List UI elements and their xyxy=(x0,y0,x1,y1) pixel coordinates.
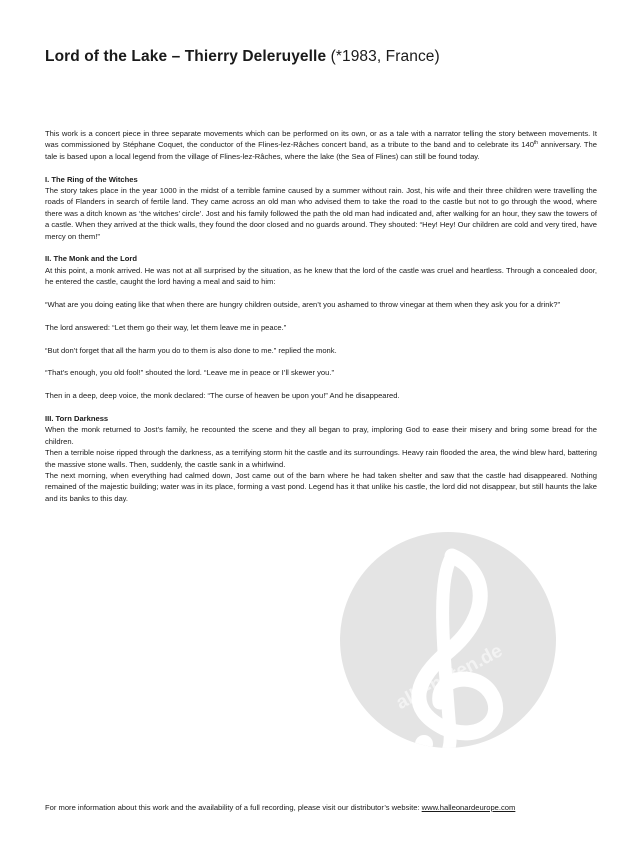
composer-meta: (*1983, France) xyxy=(330,48,440,65)
ordinal-suffix: th xyxy=(533,140,539,147)
section-paragraph: Then a terrible noise ripped through the darkness, as a terrifying storm hit the castle and its surroundings. Heavy rain flooded the area, the wind blew hard, battering the massive stone walls. Then, suddenly, the castle sank in a whirlwind. xyxy=(45,448,597,469)
dialogue-paragraph: Then in a deep, deep voice, the monk declared: “The curse of heaven be upon you!” And he disappeared. xyxy=(45,391,400,401)
section-heading: II. The Monk and the Lord xyxy=(45,254,137,264)
watermark-text: alle-noten.de xyxy=(392,640,507,714)
section-heading: III. Torn Darkness xyxy=(45,414,109,424)
footer-text: For more information about this work and the availability of a full recording, please visit our distributor’s website: xyxy=(45,803,422,812)
dialogue-paragraph: The lord answered: “Let them go their way, let them leave me in peace.” xyxy=(45,322,287,332)
dialogue-paragraph: “That’s enough, you old fool!” shouted the lord. “Leave me in peace or I’ll skewer you.” xyxy=(45,368,335,378)
section-paragraph: When the monk returned to Jost’s family, he recounted the scene and they all began to pray, imploring God to ease their misery and bring some bread for the children. xyxy=(45,425,597,446)
section-paragraph: The next morning, when everything had calmed down, Jost came out of the barn where he had taken shelter and saw that the castle had disappeared. Nothing remained of the majestic building; water was in its place, forming a vast pond. Legend has it that unlike his castle, the lord did not disappear, but still haunts the lake and its banks to this day. xyxy=(45,471,597,503)
watermark-logo xyxy=(340,532,556,748)
intro-paragraph: This work is a concert piece in three separate movements which can be performed on its own, or as a tale with a narrator telling the story between movements. It was commissioned by Stéphane Coquet, the conductor of the Flines-lez-Râches concert band, as a tribute to the band and to celebrate its 140th anniversary. The tale is based upon a local legend from the village of Flines-lez-Râches, where the lake (the Sea of Flines) can still be found today. xyxy=(45,129,597,161)
section-torn-darkness xyxy=(45,413,597,504)
distributor-link[interactable]: www.halleonardeurope.com xyxy=(421,803,516,812)
treble-clef-icon xyxy=(340,532,556,748)
section-monk-and-lord xyxy=(45,253,597,287)
footer-note xyxy=(45,802,605,813)
page-title xyxy=(45,48,440,66)
title-text: Lord of the Lake – Thierry Deleruyelle xyxy=(45,48,327,65)
section-ring-of-witches xyxy=(45,174,597,242)
dialogue-paragraph: “What are you doing eating like that when there are hungry children outside, aren’t you ashamed to throw vinegar at them when they ask you for a drink?” xyxy=(45,300,560,310)
article-body xyxy=(45,128,597,516)
dialogue-paragraph: “But don’t forget that all the harm you do to them is also done to me.” replied the monk. xyxy=(45,345,337,355)
section-heading: I. The Ring of the Witches xyxy=(45,174,138,184)
section-paragraph: At this point, a monk arrived. He was not at all surprised by the situation, as he knew that the lord of the castle was cruel and heartless. Through a concealed door, he entered the castle, caught the lord having a meal and said to him: xyxy=(45,265,597,287)
section-paragraph: The story takes place in the year 1000 in the midst of a terrible famine caused by a summer without rain. Jost, his wife and their three children were travelling the roads of Flanders in search of fertile land. They came across an old man who advised them to take the road to the castle but not to go through the wood, where there was a ditch known as ‘the witches’ circle’. Jost and his family followed the path the old man had indicated and, after walking for an hour, they saw the towers of a castle. When they arrived at the thick walls, they found the door closed and no guards around. They shouted: “Hey! Hey! Our children are cold and very tired, have mercy on them!” xyxy=(45,186,597,241)
